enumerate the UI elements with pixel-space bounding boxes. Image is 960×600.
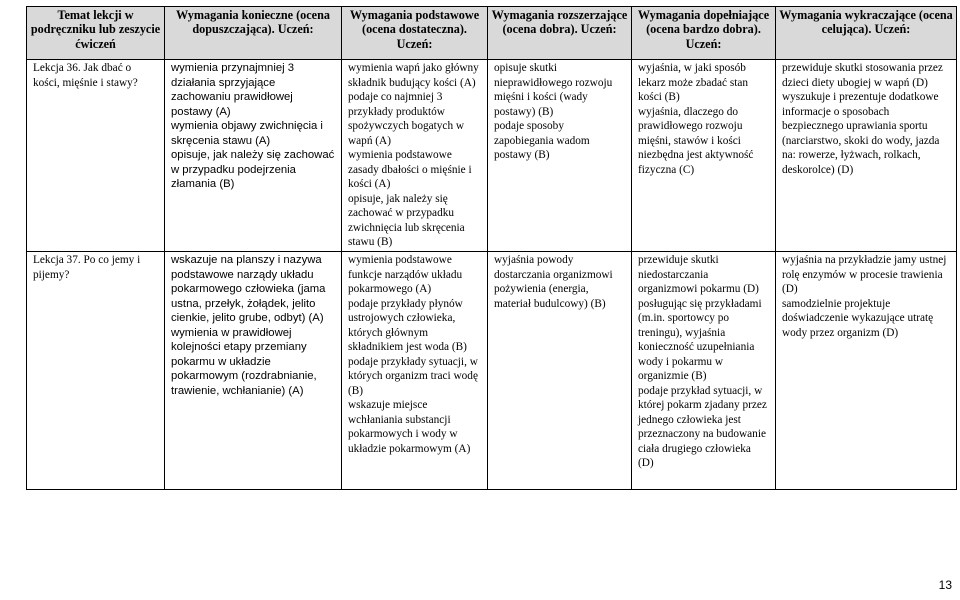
dopelniajace-cell bbox=[632, 60, 776, 252]
requirement-item: wymienia podstawowe funkcje narządów układu pokarmowego (A) bbox=[348, 254, 463, 295]
requirement-item: wskazuje miejsce wchłaniania substancji pokarmowych i wody w układzie pokarmowym (A) bbox=[348, 399, 471, 455]
requirement-item: przewiduje skutki stosowania przez dzieci diety ubogiej w wapń (D) bbox=[782, 62, 943, 89]
requirement-item: podaje przykłady sytuacji, w których organizm traci wodę (B) bbox=[348, 355, 478, 397]
requirement-item: wymienia podstawowe zasady dbałości o mięśnie i kości (A) bbox=[348, 149, 472, 190]
topic-cell: Lekcja 36. Jak dbać o kości, mięśnie i stawy? bbox=[27, 60, 165, 252]
konieczne-cell bbox=[165, 60, 342, 252]
requirement-item: wyjaśnia powody dostarczania organizmowi pożywienia (energia, materiał budulcowy) (B) bbox=[494, 254, 613, 310]
requirement-item: opisuje, jak należy się zachować w przypadku zwichnięcia lub skręcenia stawu (B) bbox=[348, 192, 465, 248]
requirement-item: wymienia wapń jako główny składnik budujący kości (A) bbox=[348, 62, 479, 89]
dopelniajace-cell bbox=[632, 252, 776, 490]
table-row bbox=[27, 60, 957, 252]
wykraczajace-cell bbox=[776, 60, 957, 252]
requirement-item: wymienia przynajmniej 3 działania sprzyjające zachowaniu prawidłowej postawy (A) bbox=[171, 62, 295, 118]
header-topic: Temat lekcji w podręczniku lub zeszycie ćwiczeń bbox=[27, 7, 165, 60]
konieczne-cell bbox=[165, 252, 342, 490]
requirement-item: podaje przykłady płynów ustrojowych człowieka, których głównym składnikiem jest woda (B) bbox=[348, 297, 467, 353]
requirement-item: podaje co najmniej 3 przykłady produktów spożywczych bogatych w wapń (A) bbox=[348, 91, 465, 147]
requirement-item: wskazuje na planszy i nazywa podstawowe narządy układu pokarmowego człowieka (jama ustna, przełyk, żołądek, jelito cienkie, jelito grube, odbyt) (A) bbox=[171, 254, 326, 324]
requirements-table bbox=[26, 6, 957, 490]
requirement-item: wyjaśnia na przykładzie jamy ustnej rolę enzymów w procesie trawienia (D) bbox=[782, 254, 947, 295]
requirement-item: wymienia w prawidłowej kolejności etapy przemiany pokarmu w układzie pokarmowym (rozdrabnianie, trawienie, wchłanianie) (A) bbox=[171, 326, 317, 397]
header-row bbox=[27, 7, 957, 60]
topic-cell: Lekcja 37. Po co jemy i pijemy? bbox=[27, 252, 165, 490]
wykraczajace-cell bbox=[776, 252, 957, 490]
requirement-item: posługując się przykładami (m.in. sportowcy po treningu), wyjaśnia konieczność uzupełniania wody i pokarmu w organizmie (B) bbox=[638, 297, 762, 382]
requirement-item: podaje sposoby zapobiegania wadom postawy (B) bbox=[494, 120, 590, 161]
podstawowe-cell bbox=[342, 60, 488, 252]
header-podstawowe: Wymagania podstawowe (ocena dostateczna). Uczeń: bbox=[342, 7, 488, 60]
podstawowe-cell bbox=[342, 252, 488, 490]
page-number: 13 bbox=[938, 578, 952, 592]
requirement-item: wyjaśnia, dlaczego do prawidłowego rozwoju mięśni, stawów i kości niezbędna jest aktywność fizyczna (C) bbox=[638, 105, 754, 176]
requirement-item: wyjaśnia, w jaki sposób lekarz może zbadać stan kości (B) bbox=[638, 62, 749, 103]
requirement-item: samodzielnie projektuje doświadczenie wykazujące utratę wody przez organizm (D) bbox=[782, 297, 934, 339]
requirement-item: podaje przykład sytuacji, w której pokarm zjadany przez jednego człowieka jest przeznaczony na budowanie ciała drugiego człowieka (D) bbox=[638, 384, 767, 469]
requirement-item: opisuje skutki nieprawidłowego rozwoju mięśni i kości (wady postawy) (B) bbox=[494, 62, 613, 118]
requirement-item: przewiduje skutki niedostarczania organizmowi pokarmu (D) bbox=[638, 254, 759, 295]
rozszerzajace-cell bbox=[488, 60, 632, 252]
requirement-item: wymienia objawy zwichnięcia i skręcenia stawu (A) bbox=[171, 120, 323, 147]
table-row bbox=[27, 252, 957, 490]
requirement-item: wyszukuje i prezentuje dodatkowe informacje o sposobach bezpiecznego uprawiania sportu (narciarstwo, skoki do wody, jazda na: rowerze, łyżwach, rolkach, deskorolce) (D) bbox=[782, 91, 940, 176]
rozszerzajace-cell bbox=[488, 252, 632, 490]
header-konieczne: Wymagania konieczne (ocena dopuszczająca). Uczeń: bbox=[165, 7, 342, 60]
header-rozszerzajace: Wymagania rozszerzające (ocena dobra). Uczeń: bbox=[488, 7, 632, 60]
requirement-item: opisuje, jak należy się zachować w przypadku podejrzenia złamania (B) bbox=[171, 149, 335, 190]
header-dopelniajace: Wymagania dopełniające (ocena bardzo dobra). Uczeń: bbox=[632, 7, 776, 60]
header-wykraczajace: Wymagania wykraczające (ocena celująca). Uczeń: bbox=[776, 7, 957, 60]
